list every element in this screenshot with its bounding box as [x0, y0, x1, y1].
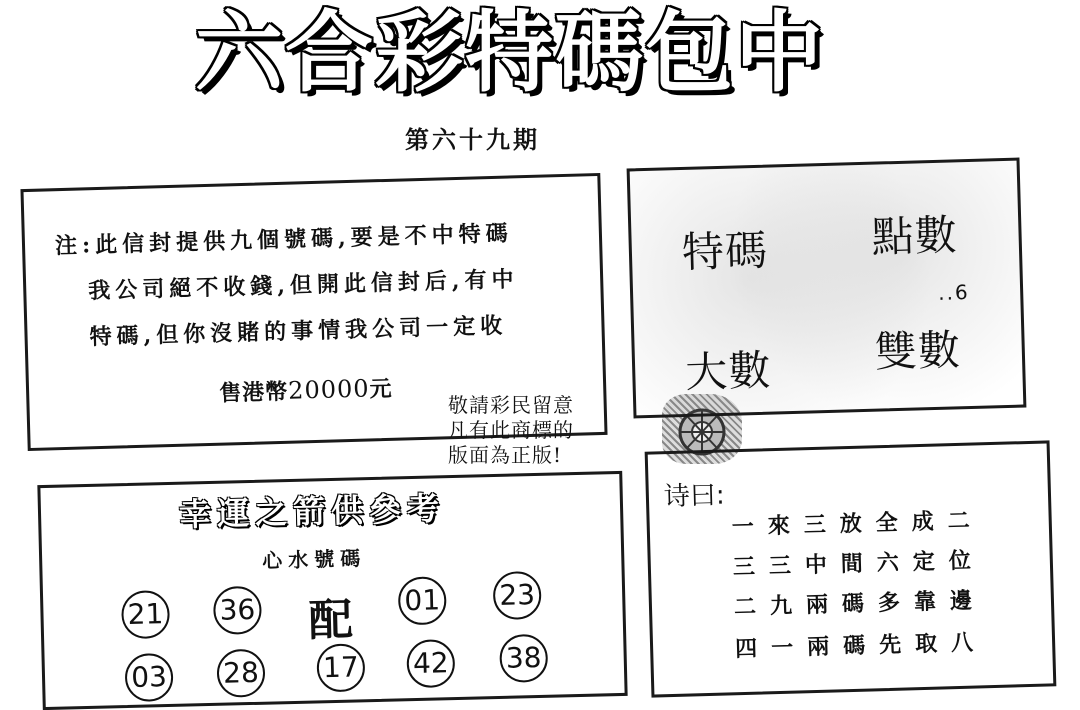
hint-points-value: ..6	[937, 280, 970, 305]
hints-box	[627, 158, 1027, 419]
hint-special: 特碼	[681, 225, 769, 278]
lucky-number: 01	[398, 576, 447, 625]
hint-points: 點數	[870, 210, 959, 262]
stamp-note	[448, 393, 574, 468]
price-label: 售港幣	[218, 378, 289, 407]
hint-even: 雙數	[874, 325, 962, 377]
lucky-subtitle: 心水號碼	[261, 546, 367, 573]
lucky-box	[37, 471, 627, 710]
lucky-number: 28	[216, 649, 265, 698]
poem-line-4: 四一兩碼先取八	[734, 629, 988, 663]
pair-label: 配	[308, 594, 354, 647]
price	[219, 372, 393, 408]
stamp-note-line-3: 版面為正版!	[448, 443, 563, 467]
stamp-note-line-1: 敬請彩民留意	[448, 393, 574, 417]
poem-title: 诗曰:	[663, 480, 726, 513]
page-title: 六合彩特碼包中	[195, 0, 826, 104]
poem-box	[645, 440, 1057, 697]
lucky-number: 38	[499, 634, 548, 683]
lucky-number: 23	[493, 571, 542, 620]
poem-line-3: 二九兩碼多靠邊	[733, 587, 987, 621]
lucky-number: 36	[213, 586, 262, 635]
lucky-number: 42	[406, 639, 455, 688]
notice-line-3: 特碼,但你沒賭的事情我公司一定收	[89, 312, 508, 351]
lucky-number: 17	[316, 643, 365, 692]
hint-big: 大數	[684, 345, 772, 397]
price-amount: 20000	[287, 374, 370, 405]
lucky-number: 03	[124, 653, 173, 702]
lucky-number: 21	[121, 590, 170, 639]
price-unit: 元	[369, 375, 393, 403]
lucky-title: 幸運之箭供參考	[178, 489, 446, 534]
issue-number: 第六十九期	[405, 125, 540, 154]
poem-line-1: 一來三放全成二	[731, 507, 985, 541]
poem-line-2: 三三中間六定位	[732, 547, 986, 581]
notice-line-1: 注:此信封提供九個號碼,要是不中特碼	[54, 220, 514, 260]
stamp-note-line-2: 凡有此商標的	[448, 418, 574, 442]
notice-line-2: 我公司絕不收錢,但開此信封后,有中	[87, 266, 519, 305]
